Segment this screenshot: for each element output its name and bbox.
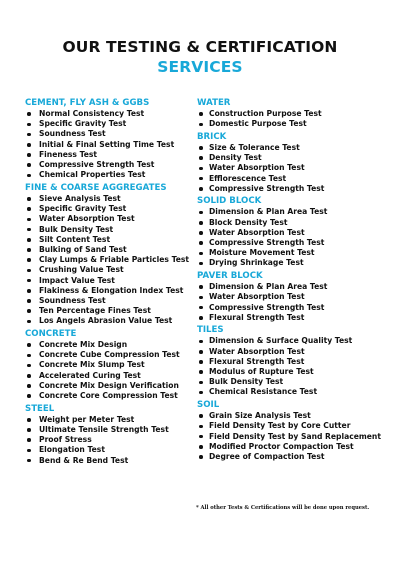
list-item <box>197 367 397 377</box>
list-item <box>25 129 200 139</box>
bullet-icon <box>199 340 203 344</box>
list-item-label: Bulk Density Test <box>209 377 284 387</box>
list-item-label: Size & Tolerance Test <box>209 142 300 152</box>
list-item-label: Chemical Resistance Test <box>209 387 318 397</box>
list-item-label: Accelerated Curing Test <box>39 370 141 380</box>
bullet-icon <box>199 350 203 354</box>
list-item-label: Grain Size Analysis Test <box>209 411 311 421</box>
list-item-label: Initial & Final Setting Time Test <box>39 139 175 149</box>
list-item-label: Soundness Test <box>39 295 106 305</box>
list-item-label: Crushing Value Test <box>39 265 124 275</box>
section-title: SOIL <box>197 400 220 411</box>
list-item <box>197 119 397 129</box>
list-item-label: Density Test <box>209 153 262 163</box>
list-item <box>197 303 397 313</box>
list-item <box>25 214 200 224</box>
bullet-icon <box>199 316 203 320</box>
list-item <box>197 163 397 173</box>
list-item <box>25 371 200 381</box>
list-item-label: Dimension & Surface Quality Test <box>209 336 353 346</box>
bullet-icon <box>27 153 31 157</box>
bullet-icon <box>199 112 203 116</box>
list-item-label: Weight per Meter Test <box>39 414 135 424</box>
test-list <box>197 109 397 129</box>
page-subtitle: SERVICES <box>157 58 243 76</box>
section-fine-and-coarse-aggregates <box>25 183 200 327</box>
list-item-label: Modified Proctor Compaction Test <box>209 441 354 451</box>
bullet-icon <box>27 289 31 293</box>
bullet-icon <box>199 306 203 310</box>
test-list <box>25 340 200 401</box>
bullet-icon <box>27 123 31 127</box>
list-item <box>197 347 397 357</box>
list-item-label: Concrete Core Compression Test <box>39 391 178 401</box>
test-list <box>197 143 397 194</box>
list-item <box>25 225 200 235</box>
list-item <box>25 435 200 445</box>
list-item <box>197 387 397 397</box>
list-item-label: Silt Content Test <box>39 234 111 244</box>
bullet-icon <box>27 279 31 283</box>
list-item <box>197 143 397 153</box>
left-column <box>25 98 200 468</box>
list-item-label: Water Absorption Test <box>209 292 305 302</box>
list-item <box>197 228 397 238</box>
list-item <box>25 456 200 466</box>
list-item-label: Water Absorption Test <box>209 346 305 356</box>
list-item-label: Field Density Test by Sand Replacement <box>209 431 381 441</box>
list-item <box>197 336 397 346</box>
section-cement-fly-ash-and-ggbs <box>25 98 200 180</box>
bullet-icon <box>27 228 31 232</box>
section-title: TILES <box>197 325 224 336</box>
list-item-label: Soundness Test <box>39 129 106 139</box>
bullet-icon <box>199 262 203 266</box>
list-item <box>25 350 200 360</box>
bullet-icon <box>27 449 31 453</box>
list-item <box>25 245 200 255</box>
list-item-label: Compressive Strength Test <box>209 238 325 248</box>
bullet-icon <box>199 296 203 300</box>
list-item <box>25 296 200 306</box>
list-item-label: Flakiness & Elongation Index Test <box>39 285 184 295</box>
list-item-label: Flexural Strength Test <box>209 312 305 322</box>
list-item <box>25 415 200 425</box>
list-item <box>25 276 200 286</box>
list-item <box>197 238 397 248</box>
bullet-icon <box>199 381 203 385</box>
list-item-label: Normal Consistency Test <box>39 109 145 118</box>
list-item <box>197 218 397 228</box>
list-item-label: Chemical Properties Test <box>39 170 146 180</box>
bullet-icon <box>27 143 31 147</box>
footnote: * All other Tests & Certifications will be done upon request. <box>196 505 370 511</box>
bullet-icon <box>27 133 31 137</box>
section-title: BRICK <box>197 131 227 142</box>
bullet-icon <box>199 211 203 215</box>
bullet-icon <box>27 364 31 368</box>
list-item <box>197 442 397 452</box>
list-item <box>25 360 200 370</box>
bullet-icon <box>27 459 31 463</box>
bullet-icon <box>27 258 31 262</box>
bullet-icon <box>27 354 31 358</box>
list-item <box>197 207 397 217</box>
list-item <box>25 109 200 119</box>
bullet-icon <box>199 177 203 181</box>
list-item-label: Los Angels Abrasion Value Test <box>39 316 173 326</box>
list-item <box>197 258 397 268</box>
bullet-icon <box>27 218 31 222</box>
section-title: FINE & COARSE AGGREGATES <box>25 182 167 193</box>
list-item <box>25 170 200 180</box>
bullet-icon <box>199 231 203 235</box>
right-column <box>197 98 397 465</box>
bullet-icon <box>199 146 203 150</box>
section-paver-block <box>197 271 397 323</box>
list-item-label: Clay Lumps & Friable Particles Test <box>39 255 190 265</box>
bullet-icon <box>199 221 203 225</box>
list-item-label: Elongation Test <box>39 445 105 455</box>
section-tiles <box>197 325 397 397</box>
list-item <box>197 153 397 163</box>
list-item <box>25 381 200 391</box>
bullet-icon <box>199 435 203 439</box>
list-item <box>25 286 200 296</box>
list-item <box>25 306 200 316</box>
list-item <box>25 160 200 170</box>
list-item-label: Moisture Movement Test <box>209 248 315 258</box>
bullet-icon <box>27 112 31 116</box>
list-item <box>197 421 397 431</box>
list-item-label: Efflorescence Test <box>209 173 287 183</box>
bullet-icon <box>199 123 203 127</box>
list-item-label: Concrete Mix Design <box>39 340 128 350</box>
section-title: SOLID BLOCK <box>197 196 262 207</box>
section-concrete <box>25 329 200 401</box>
section-soil <box>197 400 397 462</box>
bullet-icon <box>27 207 31 211</box>
list-item-label: Ultimate Tensile Strength Test <box>39 424 169 434</box>
test-list <box>197 336 397 397</box>
section-water <box>197 98 397 129</box>
bullet-icon <box>199 445 203 449</box>
list-item-label: Concrete Cube Compression Test <box>39 350 180 360</box>
list-item-label: Water Absorption Test <box>209 163 305 173</box>
section-steel <box>25 404 200 466</box>
bullet-icon <box>27 394 31 398</box>
list-item <box>197 313 397 323</box>
bullet-icon <box>199 414 203 418</box>
list-item <box>197 248 397 258</box>
section-title: PAVER BLOCK <box>197 271 263 282</box>
section-solid-block <box>197 196 397 268</box>
list-item <box>25 425 200 435</box>
list-item-label: Compressive Strength Test <box>209 183 325 193</box>
list-item-label: Domestic Purpose Test <box>209 119 307 129</box>
bullet-icon <box>27 343 31 347</box>
list-item <box>197 184 397 194</box>
test-list <box>197 207 397 268</box>
bullet-icon <box>199 370 203 374</box>
list-item <box>25 255 200 265</box>
list-item-label: Proof Stress <box>39 435 92 445</box>
bullet-icon <box>199 156 203 160</box>
test-list <box>25 194 200 327</box>
list-item <box>25 316 200 326</box>
list-item <box>197 377 397 387</box>
bullet-icon <box>199 360 203 364</box>
list-item-label: Impact Value Test <box>39 275 115 285</box>
list-item <box>25 265 200 275</box>
list-item-label: Modulus of Rupture Test <box>209 367 314 377</box>
list-item-label: Dimension & Plan Area Test <box>209 282 328 292</box>
bullet-icon <box>27 374 31 378</box>
list-item-label: Concrete Mix Design Verification <box>39 380 179 390</box>
list-item-label: Compressive Strength Test <box>209 302 325 312</box>
bullet-icon <box>199 187 203 191</box>
list-item-label: Water Absorption Test <box>209 227 305 237</box>
test-list <box>197 411 397 462</box>
list-item-label: Fineness Test <box>39 149 98 159</box>
list-item-label: Concrete Mix Slump Test <box>39 360 145 370</box>
bullet-icon <box>27 428 31 432</box>
bullet-icon <box>27 197 31 201</box>
section-title: CONCRETE <box>25 329 77 340</box>
section-title: STEEL <box>25 403 55 414</box>
bullet-icon <box>27 299 31 303</box>
bullet-icon <box>199 252 203 256</box>
list-item-label: Specific Gravity Test <box>39 204 127 214</box>
list-item <box>197 174 397 184</box>
bullet-icon <box>27 309 31 313</box>
list-item <box>25 150 200 160</box>
section-title: CEMENT, FLY ASH & GGBS <box>25 98 150 108</box>
bullet-icon <box>27 418 31 422</box>
bullet-icon <box>27 248 31 252</box>
section-title: WATER <box>197 98 231 108</box>
list-item <box>25 194 200 204</box>
list-item <box>25 445 200 455</box>
bullet-icon <box>27 174 31 178</box>
list-item-label: Drying Shrinkage Test <box>209 258 304 268</box>
list-item <box>25 235 200 245</box>
list-item-label: Block Density Test <box>209 217 288 227</box>
list-item <box>25 140 200 150</box>
bullet-icon <box>199 391 203 395</box>
list-item-label: Degree of Compaction Test <box>209 451 325 461</box>
list-item <box>197 109 397 119</box>
bullet-icon <box>199 455 203 459</box>
list-item-label: Specific Gravity Test <box>39 119 127 129</box>
list-item-label: Compressive Strength Test <box>39 160 155 170</box>
test-list <box>25 109 200 180</box>
list-item-label: Bulking of Sand Test <box>39 244 127 254</box>
list-item-label: Water Absorption Test <box>39 214 135 224</box>
list-item <box>197 282 397 292</box>
test-list <box>25 415 200 466</box>
bullet-icon <box>199 167 203 171</box>
list-item-label: Bulk Density Test <box>39 224 114 234</box>
list-item <box>25 340 200 350</box>
list-item-label: Dimension & Plan Area Test <box>209 207 328 217</box>
bullet-icon <box>27 163 31 167</box>
bullet-icon <box>27 269 31 273</box>
bullet-icon <box>27 238 31 242</box>
bullet-icon <box>27 320 31 324</box>
list-item <box>197 432 397 442</box>
list-item <box>197 452 397 462</box>
list-item-label: Field Density Test by Core Cutter <box>209 421 351 431</box>
page-title: OUR TESTING & CERTIFICATION <box>62 38 338 56</box>
list-item-label: Construction Purpose Test <box>209 109 322 118</box>
list-item <box>25 391 200 401</box>
bullet-icon <box>199 241 203 245</box>
list-item-label: Ten Percentage Fines Test <box>39 306 151 316</box>
list-item <box>197 357 397 367</box>
section-brick <box>197 132 397 194</box>
bullet-icon <box>199 285 203 289</box>
bullet-icon <box>199 425 203 429</box>
list-item <box>197 292 397 302</box>
list-item <box>197 411 397 421</box>
list-item <box>25 119 200 129</box>
bullet-icon <box>27 438 31 442</box>
list-item-label: Bend & Re Bend Test <box>39 455 129 465</box>
bullet-icon <box>27 384 31 388</box>
test-list <box>197 282 397 323</box>
list-item <box>25 204 200 214</box>
list-item-label: Sieve Analysis Test <box>39 193 121 203</box>
list-item-label: Flexural Strength Test <box>209 356 305 366</box>
